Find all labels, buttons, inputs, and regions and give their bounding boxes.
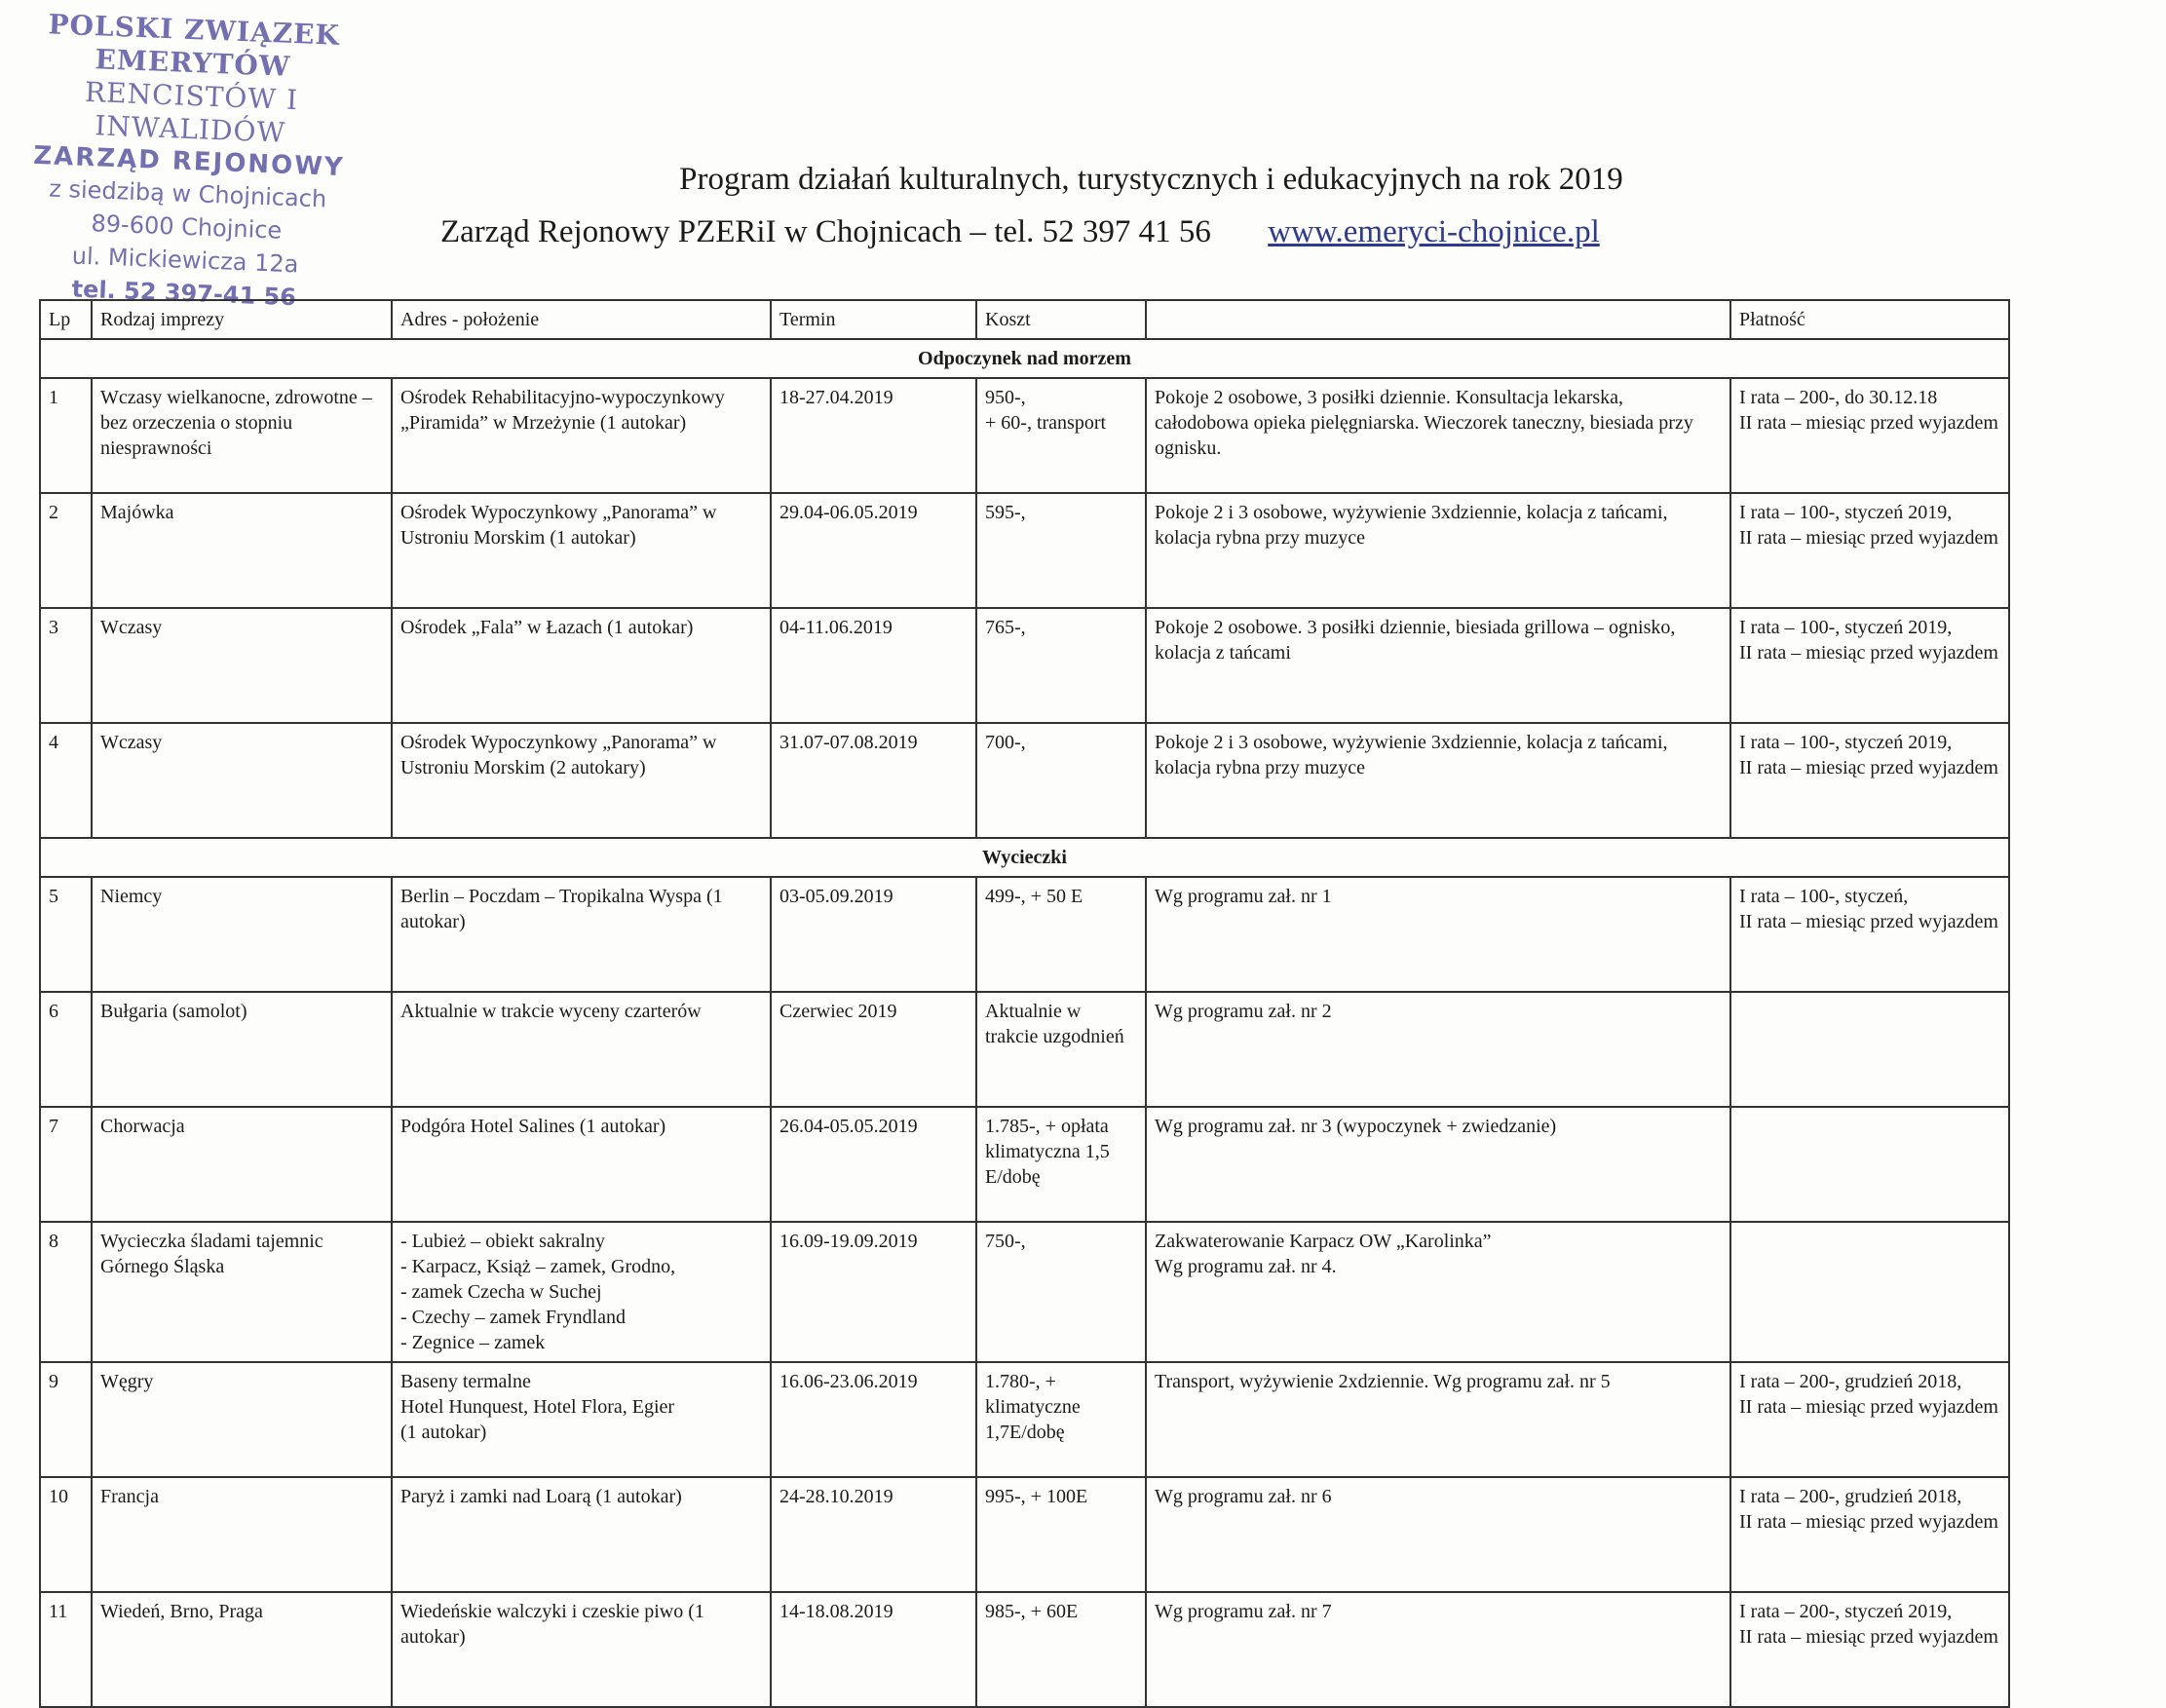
table-row	[40, 1477, 2009, 1592]
cell-opis: Pokoje 2 i 3 osobowe, wyżywienie 3xdziennie, kolacja z tańcami, kolacja rybna przy muzyce	[1146, 723, 1730, 838]
column-header-rodzaj: Rodzaj imprezy	[92, 300, 392, 339]
cell-termin: 29.04-06.05.2019	[771, 493, 976, 608]
cell-platnosc: I rata – 200-, grudzień 2018, II rata – miesiąc przed wyjazdem	[1730, 1362, 2009, 1477]
table-row	[40, 608, 2009, 723]
cell-rodzaj: Niemcy	[92, 877, 392, 992]
cell-platnosc: I rata – 100-, styczeń 2019, II rata – miesiąc przed wyjazdem	[1730, 723, 2009, 838]
cell-termin: 31.07-07.08.2019	[771, 723, 976, 838]
cell-opis: Pokoje 2 osobowe, 3 posiłki dziennie. Konsultacja lekarska, całodobowa opieka pielęgniarska. Wieczorek taneczny, biesiada przy ognisku.	[1146, 378, 1730, 493]
cell-adres: - Lubież – obiekt sakralny - Karpacz, Książ – zamek, Grodno, - zamek Czecha w Suchej - Czechy – zamek Fryndland - Zegnice – zamek	[392, 1222, 771, 1362]
cell-koszt: 750-,	[976, 1222, 1146, 1362]
cell-lp: 1	[40, 378, 92, 493]
cell-koszt: 995-, + 100E	[976, 1477, 1146, 1592]
cell-rodzaj: Wczasy	[92, 608, 392, 723]
cell-adres: Ośrodek Wypoczynkowy „Panorama” w Ustroniu Morskim (2 autokary)	[392, 723, 771, 838]
cell-adres: Podgóra Hotel Salines (1 autokar)	[392, 1107, 771, 1222]
cell-platnosc: I rata – 200-, grudzień 2018, II rata – miesiąc przed wyjazdem	[1730, 1477, 2009, 1592]
stamp-line: POLSKI ZWIĄZEK EMERYTÓW	[47, 8, 341, 83]
cell-platnosc: I rata – 200-, styczeń 2019, II rata – miesiąc przed wyjazdem	[1730, 1592, 2009, 1707]
cell-lp: 7	[40, 1107, 92, 1222]
cell-rodzaj: Wczasy	[92, 723, 392, 838]
section-title: Wycieczki	[40, 838, 2009, 877]
cell-koszt: 985-, + 60E	[976, 1592, 1146, 1707]
cell-rodzaj: Węgry	[92, 1362, 392, 1477]
cell-platnosc	[1730, 1107, 2009, 1222]
table-header-row	[40, 300, 2009, 339]
cell-platnosc: I rata – 100-, styczeń 2019, II rata – miesiąc przed wyjazdem	[1730, 493, 2009, 608]
stamp-line: tel. 52 397-41 56	[71, 275, 297, 312]
cell-rodzaj: Majówka	[92, 493, 392, 608]
cell-opis: Zakwaterowanie Karpacz OW „Karolinka” Wg programu zał. nr 4.	[1146, 1222, 1730, 1362]
cell-rodzaj: Bułgaria (samolot)	[92, 992, 392, 1107]
cell-opis: Wg programu zał. nr 7	[1146, 1592, 1730, 1707]
column-header-lp: Lp	[40, 300, 92, 339]
cell-termin: 16.09-19.09.2019	[771, 1222, 976, 1362]
cell-adres: Aktualnie w trakcie wyceny czarterów	[392, 992, 771, 1107]
stamp-line: z siedzibą w Chojnicach	[48, 174, 327, 213]
cell-adres: Berlin – Poczdam – Tropikalna Wyspa (1 autokar)	[392, 877, 771, 992]
cell-rodzaj: Wycieczka śladami tajemnic Górnego Śląska	[92, 1222, 392, 1362]
cell-lp: 5	[40, 877, 92, 992]
website-link[interactable]: www.emeryci-chojnice.pl	[1268, 214, 1600, 249]
cell-lp: 8	[40, 1222, 92, 1362]
cell-adres: Ośrodek Wypoczynkowy „Panorama” w Ustroniu Morskim (1 autokar)	[392, 493, 771, 608]
cell-koszt: 499-, + 50 E	[976, 877, 1146, 992]
cell-lp: 3	[40, 608, 92, 723]
stamp-line: ZARZĄD REJONOWY	[32, 140, 346, 183]
table-row	[40, 877, 2009, 992]
subtitle-text: Zarząd Rejonowy PZERiI w Chojnicach – tel. 52 397 41 56	[440, 214, 1211, 249]
column-header-termin: Termin	[771, 300, 976, 339]
cell-lp: 6	[40, 992, 92, 1107]
cell-lp: 2	[40, 493, 92, 608]
cell-koszt: Aktualnie w trakcie uzgodnień	[976, 992, 1146, 1107]
cell-opis: Wg programu zał. nr 6	[1146, 1477, 1730, 1592]
column-header-koszt: Koszt	[976, 300, 1146, 339]
stamp-line: ul. Mickiewicza 12a	[71, 242, 299, 279]
table-row	[40, 1362, 2009, 1477]
cell-opis: Wg programu zał. nr 2	[1146, 992, 1730, 1107]
section-row	[40, 339, 2009, 378]
table-row	[40, 992, 2009, 1107]
cell-lp: 10	[40, 1477, 92, 1592]
cell-opis: Wg programu zał. nr 3 (wypoczynek + zwiedzanie)	[1146, 1107, 1730, 1222]
cell-rodzaj: Wczasy wielkanocne, zdrowotne – bez orzeczenia o stopniu niesprawności	[92, 378, 392, 493]
cell-termin: 16.06-23.06.2019	[771, 1362, 976, 1477]
document-subtitle	[440, 214, 1600, 250]
cell-rodzaj: Chorwacja	[92, 1107, 392, 1222]
table-row	[40, 723, 2009, 838]
cell-platnosc: I rata – 100-, styczeń, II rata – miesiąc przed wyjazdem	[1730, 877, 2009, 992]
table-row	[40, 1222, 2009, 1362]
cell-termin: 14-18.08.2019	[771, 1592, 976, 1707]
cell-termin: 04-11.06.2019	[771, 608, 976, 723]
table-row	[40, 378, 2009, 493]
cell-opis: Transport, wyżywienie 2xdziennie. Wg programu zał. nr 5	[1146, 1362, 1730, 1477]
stamp-line: 89-600 Chojnice	[91, 209, 283, 245]
cell-rodzaj: Wiedeń, Brno, Praga	[92, 1592, 392, 1707]
cell-rodzaj: Francja	[92, 1477, 392, 1592]
cell-opis: Pokoje 2 i 3 osobowe, wyżywienie 3xdziennie, kolacja z tańcami, kolacja rybna przy muzyce	[1146, 493, 1730, 608]
cell-adres: Paryż i zamki nad Loarą (1 autokar)	[392, 1477, 771, 1592]
cell-lp: 11	[40, 1592, 92, 1707]
stamp-line: RENCISTÓW I INWALIDÓW	[84, 75, 299, 149]
cell-koszt: 1.780-, + klimatyczne 1,7E/dobę	[976, 1362, 1146, 1477]
cell-platnosc	[1730, 1222, 2009, 1362]
section-title: Odpoczynek nad morzem	[40, 339, 2009, 378]
cell-koszt: 595-,	[976, 493, 1146, 608]
program-table	[39, 299, 2010, 1708]
cell-termin: 24-28.10.2019	[771, 1477, 976, 1592]
cell-koszt: 700-,	[976, 723, 1146, 838]
cell-termin: 18-27.04.2019	[771, 378, 976, 493]
cell-platnosc: I rata – 100-, styczeń 2019, II rata – miesiąc przed wyjazdem	[1730, 608, 2009, 723]
cell-koszt: 950-, + 60-, transport	[976, 378, 1146, 493]
cell-lp: 4	[40, 723, 92, 838]
cell-adres: Baseny termalne Hotel Hunquest, Hotel Flora, Egier (1 autokar)	[392, 1362, 771, 1477]
cell-platnosc: I rata – 200-, do 30.12.18 II rata – miesiąc przed wyjazdem	[1730, 378, 2009, 493]
column-header-opis	[1146, 300, 1730, 339]
column-header-adres: Adres - położenie	[392, 300, 771, 339]
cell-termin: 26.04-05.05.2019	[771, 1107, 976, 1222]
cell-termin: 03-05.09.2019	[771, 877, 976, 992]
cell-platnosc	[1730, 992, 2009, 1107]
cell-opis: Wg programu zał. nr 1	[1146, 877, 1730, 992]
table-row	[40, 1592, 2009, 1707]
cell-koszt: 1.785-, + opłata klimatyczna 1,5 E/dobę	[976, 1107, 1146, 1222]
document-title: Program działań kulturalnych, turystycznych i edukacyjnych na rok 2019	[679, 162, 1623, 197]
column-header-platnosc: Płatność	[1730, 300, 2009, 339]
section-row	[40, 838, 2009, 877]
cell-termin: Czerwiec 2019	[771, 992, 976, 1107]
cell-lp: 9	[40, 1362, 92, 1477]
cell-adres: Ośrodek Rehabilitacyjno-wypoczynkowy „Piramida” w Mrzeżynie (1 autokar)	[392, 378, 771, 493]
cell-koszt: 765-,	[976, 608, 1146, 723]
table-row	[40, 493, 2009, 608]
cell-opis: Pokoje 2 osobowe. 3 posiłki dziennie, biesiada grillowa – ognisko, kolacja z tańcami	[1146, 608, 1730, 723]
table-row	[40, 1107, 2009, 1222]
cell-adres: Ośrodek „Fala” w Łazach (1 autokar)	[392, 608, 771, 723]
cell-adres: Wiedeńskie walczyki i czeskie piwo (1 autokar)	[392, 1592, 771, 1707]
